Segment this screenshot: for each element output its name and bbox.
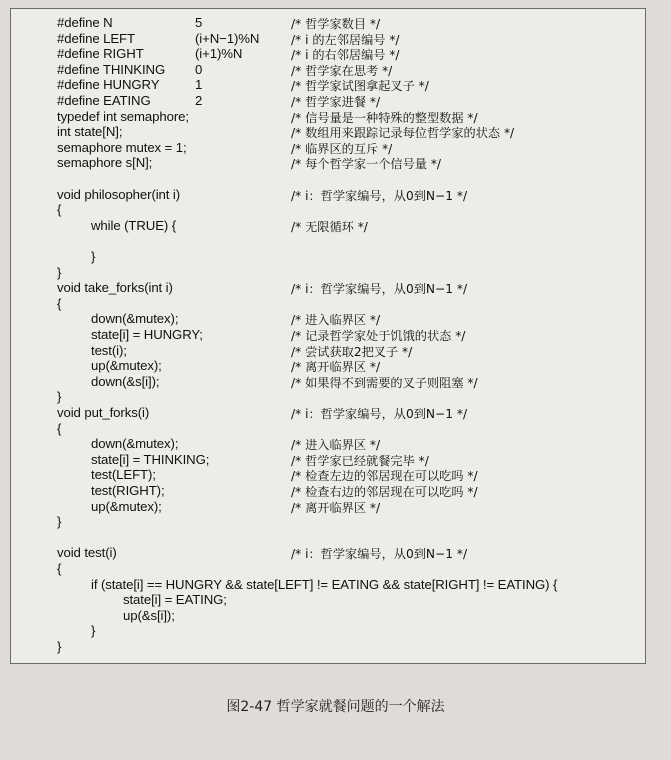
code-line: } bbox=[91, 623, 96, 639]
code-comment: /* 哲学家数目 */ bbox=[291, 17, 381, 31]
code-line: { bbox=[57, 561, 62, 576]
define-value: (i+N−1)%N bbox=[195, 30, 260, 46]
code-comment: /* 数组用来跟踪记录每位哲学家的状态 */ bbox=[291, 126, 515, 141]
code-line: void take_forks(int i) bbox=[57, 280, 173, 296]
code-comment: /* i 的左邻居编号 */ bbox=[291, 32, 400, 47]
code-line: up(&s[i]); bbox=[123, 607, 175, 623]
code-line: down(&mutex); bbox=[91, 436, 179, 452]
code-comment: /* 检查左边的邻居现在可以吃吗 */ bbox=[291, 469, 478, 484]
code-line: } bbox=[91, 249, 96, 264]
define-value: 2 bbox=[195, 93, 203, 108]
code-comment: /* 信号量是一种特殊的整型数据 */ bbox=[291, 110, 478, 125]
code-line: semaphore mutex = 1; bbox=[57, 139, 187, 155]
code-line: test(i); bbox=[91, 342, 127, 358]
code-comment: /* i：哲学家编号，从0到N−1 */ bbox=[291, 282, 468, 297]
code-line: int state[N]; bbox=[57, 124, 123, 140]
code-comment: /* i 的右邻居编号 */ bbox=[291, 48, 400, 63]
code-line: void philosopher(int i) bbox=[57, 186, 181, 202]
code-line: #define THINKING bbox=[57, 61, 166, 77]
code-line: } bbox=[57, 514, 62, 530]
code-comment: /* 无限循环 */ bbox=[291, 219, 368, 234]
code-line: } bbox=[57, 389, 62, 405]
code-comment: /* 尝试获取2把叉子 */ bbox=[291, 344, 413, 359]
code-line: { bbox=[57, 420, 62, 436]
code-line: } bbox=[57, 639, 62, 654]
code-line: test(RIGHT); bbox=[91, 483, 165, 498]
code-listing-box bbox=[10, 8, 646, 664]
code-comment: /* 每个哲学家一个信号量 */ bbox=[291, 157, 442, 172]
code-comment: /* i：哲学家编号，从0到N−1 */ bbox=[291, 407, 468, 421]
code-line: state[i] = EATING; bbox=[123, 592, 227, 608]
code-comment: /* 哲学家试图拿起叉子 */ bbox=[291, 79, 429, 94]
code-comment: /* 临界区的互斥 */ bbox=[291, 141, 393, 156]
figure-caption: 图2-47 哲学家就餐问题的一个解法 bbox=[226, 699, 445, 715]
code-line: semaphore s[N]; bbox=[57, 155, 153, 171]
code-line: if (state[i] == HUNGRY && state[LEFT] != EATING && state[RIGHT] != EATING) { bbox=[91, 576, 558, 592]
define-value: (i+1)%N bbox=[195, 46, 243, 62]
code-comment: /* 离开临界区 */ bbox=[291, 500, 381, 515]
define-value: 1 bbox=[195, 77, 203, 93]
code-line: state[i] = HUNGRY; bbox=[91, 327, 203, 342]
code-line: typedef int semaphore; bbox=[57, 108, 189, 124]
code-line: test(LEFT); bbox=[91, 467, 156, 483]
define-value: 5 bbox=[195, 15, 203, 30]
code-line: #define N bbox=[57, 15, 113, 30]
define-value: 0 bbox=[195, 61, 203, 77]
code-line: void put_forks(i) bbox=[57, 405, 150, 420]
code-comment: /* 哲学家在思考 */ bbox=[291, 63, 393, 78]
code-comment: /* 离开临界区 */ bbox=[291, 360, 381, 375]
code-comment: /* 进入临界区 */ bbox=[291, 438, 381, 453]
code-line: up(&mutex); bbox=[91, 358, 162, 374]
code-line: state[i] = THINKING; bbox=[91, 451, 210, 467]
code-comment: /* i：哲学家编号，从0到N−1 */ bbox=[291, 188, 468, 203]
code-line: void test(i) bbox=[57, 545, 117, 561]
code-line: while (TRUE) { bbox=[91, 217, 177, 233]
code-line: #define EATING bbox=[57, 93, 151, 108]
code-line: #define LEFT bbox=[57, 30, 135, 46]
code-line: up(&mutex); bbox=[91, 498, 162, 514]
code-line: down(&s[i]); bbox=[91, 373, 160, 389]
code-line: { bbox=[57, 295, 62, 311]
code-comment: /* 记录哲学家处于饥饿的状态 */ bbox=[291, 329, 466, 343]
code-comment: /* 哲学家进餐 */ bbox=[291, 95, 381, 109]
code-comment: /* 进入临界区 */ bbox=[291, 313, 381, 328]
code-comment: /* i：哲学家编号，从0到N−1 */ bbox=[291, 547, 468, 562]
code-line: { bbox=[57, 202, 62, 218]
code-comment: /* 检查右边的邻居现在可以吃吗 */ bbox=[291, 485, 478, 499]
code-comment: /* 如果得不到需要的叉子则阻塞 */ bbox=[291, 375, 478, 390]
code-line: #define HUNGRY bbox=[57, 77, 160, 93]
code-comment: /* 哲学家已经就餐完毕 */ bbox=[291, 453, 429, 468]
code-line: } bbox=[57, 264, 62, 280]
code-line: #define RIGHT bbox=[57, 46, 144, 62]
code-line: down(&mutex); bbox=[91, 311, 179, 327]
